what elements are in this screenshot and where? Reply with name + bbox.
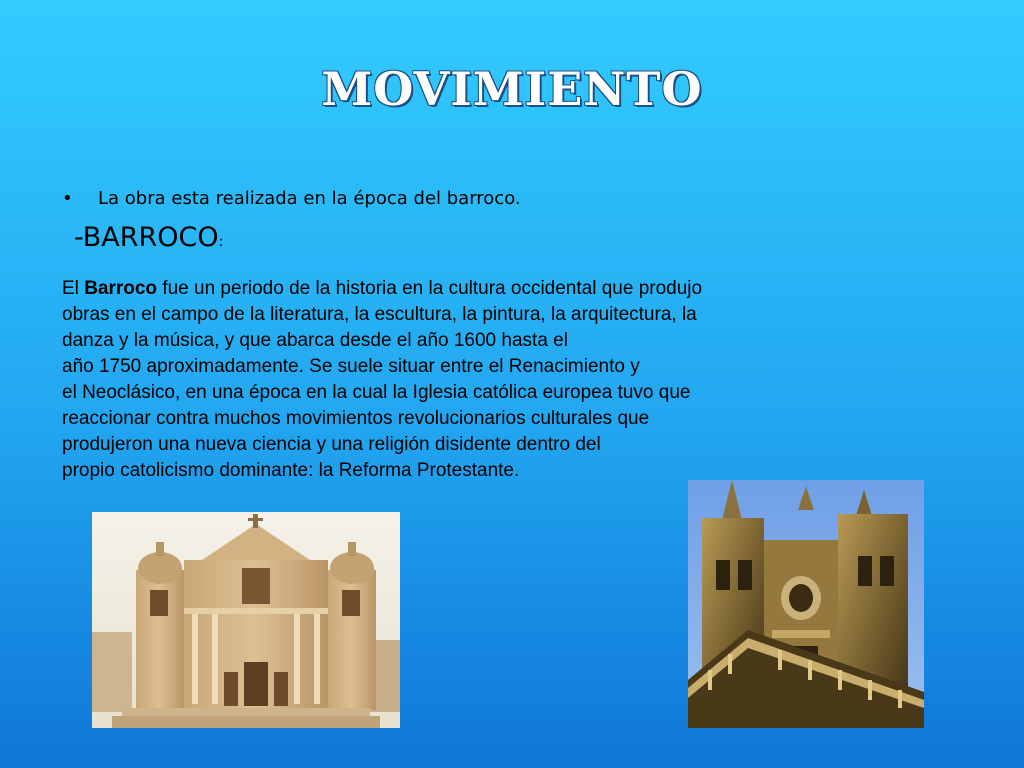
paragraph-line: [62, 276, 842, 302]
slide-title: MOVIMIENTO: [321, 62, 703, 116]
paragraph-line: el Neoclásico, en una época en la cual la Iglesia católica europea tuvo que: [62, 382, 691, 403]
paragraph-line: propio catolicismo dominante: la Reforma Protestante.: [62, 460, 520, 481]
paragraph-bold-term: Barroco: [84, 278, 158, 299]
bullet-item: [62, 188, 521, 209]
sub-heading-colon: :: [218, 234, 224, 250]
cathedral-facade-image: [92, 512, 400, 728]
sub-heading-dash: -: [74, 222, 83, 253]
paragraph-prefix: El: [62, 278, 85, 299]
cathedral-photo-right: [688, 480, 924, 728]
description-paragraph: [62, 276, 842, 484]
bullet-dot: •: [62, 188, 73, 209]
cathedral-photo-left: [92, 512, 400, 728]
paragraph-line1-rest: fue un periodo de la historia en la cultura occidental que produjo: [157, 278, 703, 299]
paragraph-line: año 1750 aproximadamente. Se suele situar entre el Renacimiento y: [62, 356, 640, 377]
paragraph-line: obras en el campo de la literatura, la escultura, la pintura, la arquitectura, la: [62, 304, 697, 325]
paragraph-line: produjeron una nueva ciencia y una religión disidente dentro del: [62, 434, 601, 455]
paragraph-line: danza y la música, y que abarca desde el año 1600 hasta el: [62, 330, 568, 351]
paragraph-line: reaccionar contra muchos movimientos revolucionarios culturales que: [62, 408, 650, 429]
sub-heading-text: BARROCO: [82, 222, 219, 253]
sub-heading: [74, 222, 223, 253]
bullet-text: La obra esta realizada en la época del barroco.: [98, 188, 521, 209]
ornate-cathedral-image: [688, 480, 924, 728]
